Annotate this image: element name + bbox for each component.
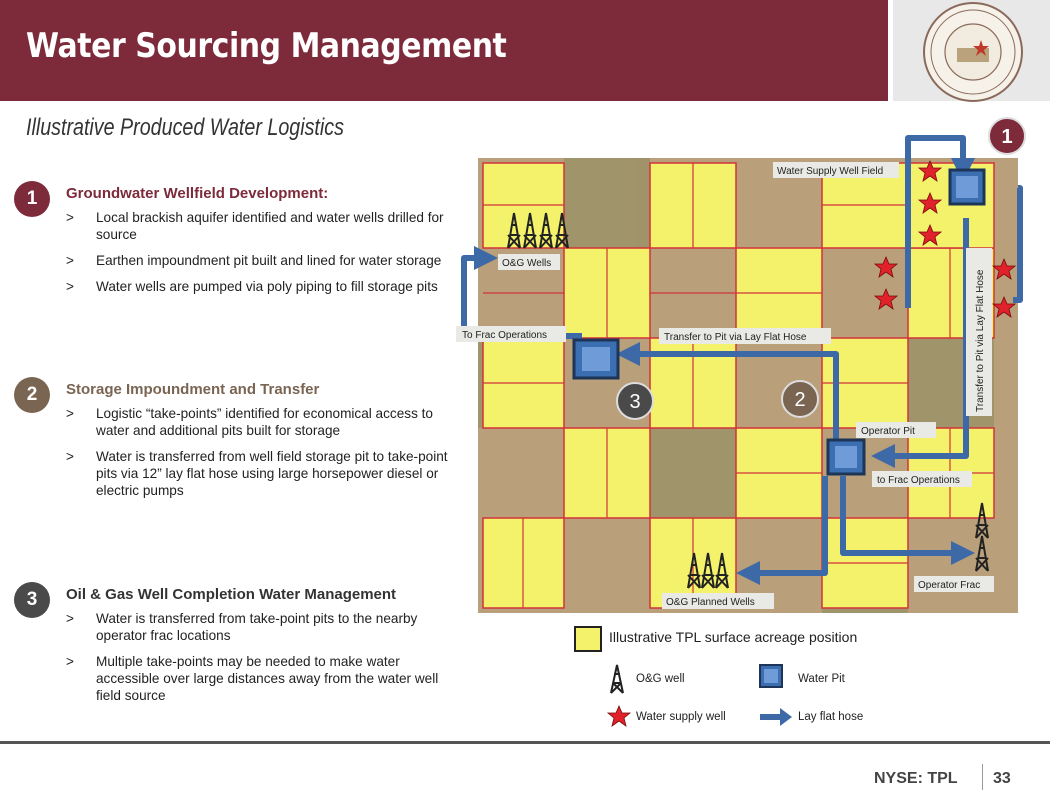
acreage-map <box>462 158 1018 613</box>
water-pit-icon <box>758 663 784 689</box>
marker-2-label: 2 <box>794 389 806 411</box>
bullet-item: > Water is transferred from take-point pits to the nearby operator frac locations <box>66 610 466 644</box>
label-transfer-to-pit: Transfer to Pit via Lay Flat Hose <box>664 332 807 343</box>
bullet-item: > Multiple take-points may be needed to make water accessible over large distances away from the water well field source <box>66 653 466 704</box>
bullet-item: > Water is transferred from well field storage pit to take-point pits via 12” lay flat hose using large horsepower diesel or electric pumps <box>66 448 466 499</box>
label-to-frac-operations-1: To Frac Operations <box>462 330 548 341</box>
section-completion <box>14 582 464 722</box>
water-pit-inner <box>582 347 610 371</box>
legend-og-well-label: O&G well <box>636 673 685 685</box>
ticker: NYSE: TPL <box>874 770 958 787</box>
label-water-supply-well-field: Water Supply Well Field <box>777 166 884 177</box>
marker-2 <box>782 381 818 417</box>
section-number-badge: 1 <box>14 181 50 217</box>
label-og-planned-wells: O&G Planned Wells <box>666 597 755 608</box>
title-banner <box>0 0 888 101</box>
section-title: Groundwater Wellfield Development: <box>66 185 329 202</box>
water-pit-inner <box>835 446 857 468</box>
subtitle: Illustrative Produced Water Logistics <box>26 114 344 141</box>
section-number-badge: 2 <box>14 377 50 413</box>
bullet-list <box>66 405 466 508</box>
marker-3 <box>617 383 653 419</box>
logo-panel <box>893 0 1050 101</box>
bullet-item: > Local brackish aquifer identified and water wells drilled for source <box>66 209 466 243</box>
bullet-list <box>66 610 466 713</box>
water-pit-inner <box>956 176 978 198</box>
legend-water-supply-well-label: Water supply well <box>636 711 726 723</box>
label-operator-frac: Operator Frac <box>918 580 981 591</box>
section-title: Oil & Gas Well Completion Water Management <box>66 586 397 603</box>
acreage-swatch <box>574 626 602 652</box>
label-transfer-vertical: Transfer to Pit via Lay Flat Hose <box>975 269 986 412</box>
footer-separator <box>982 764 983 790</box>
bullet-list <box>66 209 466 304</box>
footer-divider <box>0 741 1050 744</box>
label-og-wells: O&G Wells <box>502 258 552 269</box>
marker-1-label: 1 <box>1001 126 1013 148</box>
derrick-icon <box>608 663 626 695</box>
marker-3-label: 3 <box>629 391 641 413</box>
section-title: Storage Impoundment and Transfer <box>66 381 320 398</box>
section-groundwater <box>14 181 464 341</box>
bullet-item: > Water wells are pumped via poly piping to fill storage pits <box>66 278 466 295</box>
legend-acreage-label: Illustrative TPL surface acreage position <box>609 629 858 645</box>
page-title: Water Sourcing Management <box>26 26 507 66</box>
section-storage <box>14 377 464 557</box>
bullet-item: > Logistic “take-points” identified for economical access to water and additional pits built for storage <box>66 405 466 439</box>
hose-arrow-icon <box>758 706 794 728</box>
bullet-item: > Earthen impoundment pit built and lined for water storage <box>66 252 466 269</box>
legend-lay-flat-hose-label: Lay flat hose <box>798 711 864 723</box>
legend-water-pit-label: Water Pit <box>798 673 845 685</box>
page-number: 33 <box>993 770 1011 787</box>
marker-1 <box>986 115 1028 157</box>
label-operator-pit: Operator Pit <box>861 426 915 437</box>
tpl-logo-seal <box>893 0 1050 101</box>
section-number-badge: 3 <box>14 582 50 618</box>
label-to-frac-operations-2: to Frac Operations <box>877 475 960 486</box>
star-icon <box>606 704 632 728</box>
